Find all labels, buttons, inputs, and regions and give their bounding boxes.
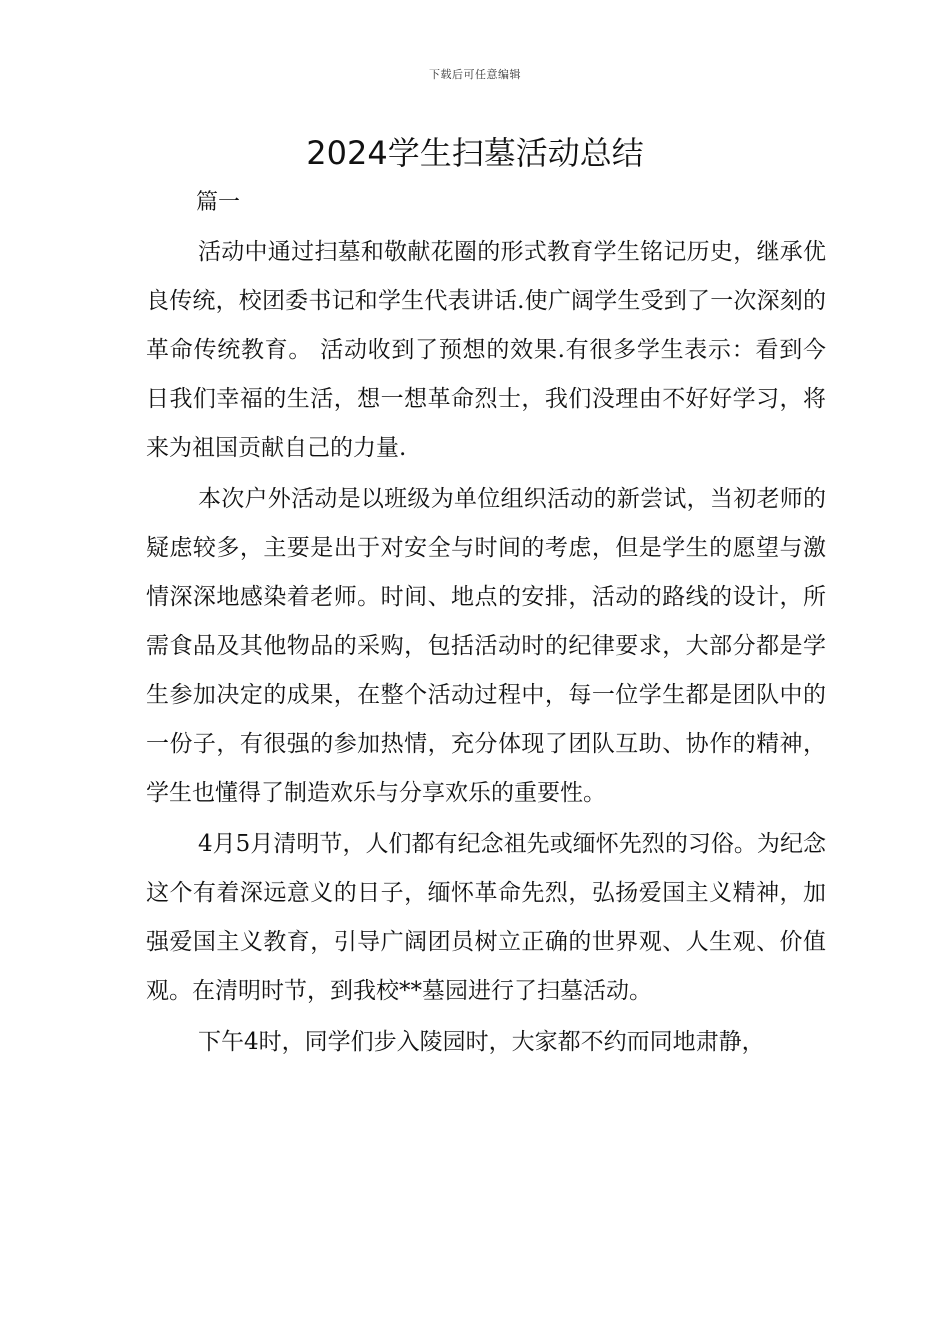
paragraph: 本次户外活动是以班级为单位组织活动的新尝试，当初老师的疑虑较多，主要是出于对安全与时间的考虑，但是学生的愿望与激情深深地感染着老师。时间、地点的安排，活动的路线的设计，所需食品及其他物品的采购，包括活动时的纪律要求，大部分都是学生参加决定的成果，在整个活动过程中，每一位学生都是团队中的一份子，有很强的参加热情，充分体现了团队互助、协作的精神，学生也懂得了制造欢乐与分享欢乐的重要性。 — [146, 486, 826, 806]
section-label: 篇一 — [196, 190, 241, 215]
paragraph: 下午4时，同学们步入陵园时，大家都不约而同地肃静， — [198, 1029, 765, 1055]
document-body — [146, 228, 826, 1067]
paragraph: 活动中通过扫墓和敬献花圈的形式教育学生铭记历史，继承优良传统，校团委书记和学生代表讲话.使广阔学生受到了一次深刻的革命传统教育。 活动收到了预想的效果.有很多学生表示：看到今日我们幸福的生活，想一想革命烈士，我们没理由不好好学习，将来为祖国贡献自己的力量. — [146, 239, 826, 461]
header-note: 下载后可任意编辑 — [429, 68, 521, 81]
paragraph: 4月5月清明节，人们都有纪念祖先或缅怀先烈的习俗。为纪念这个有着深远意义的日子，缅怀革命先烈，弘扬爱国主义精神，加强爱国主义教育，引导广阔团员树立正确的世界观、人生观、价值观。在清明时节，到我校**墓园进行了扫墓活动。 — [146, 831, 826, 1004]
document-title: 2024学生扫墓活动总结 — [306, 134, 644, 172]
